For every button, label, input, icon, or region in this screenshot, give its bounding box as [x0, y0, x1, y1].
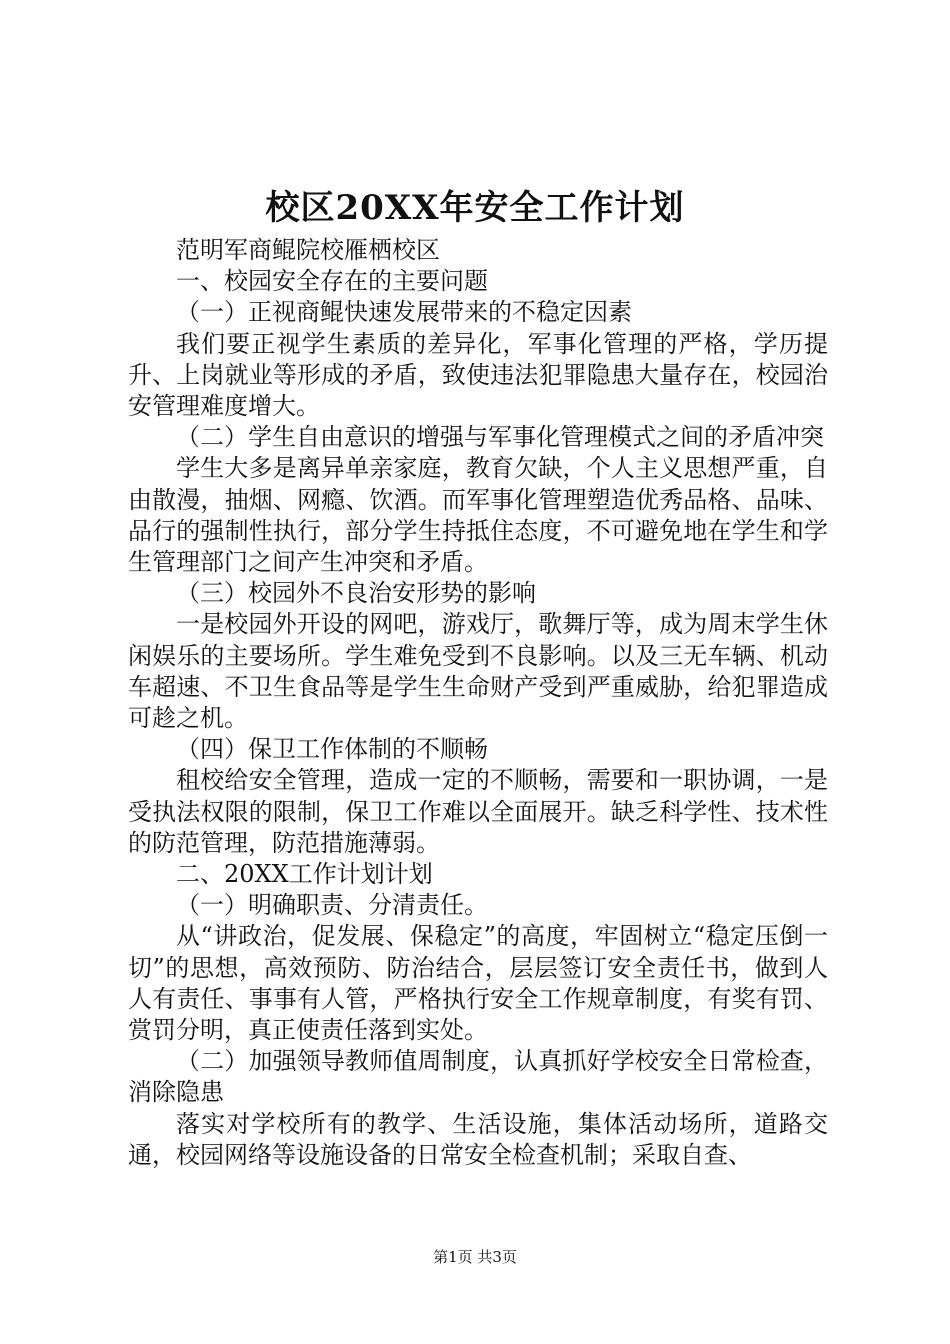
- paragraph: 我们要正视学生素质的差异化，军事化管理的严格，学历提升、上岗就业等形成的矛盾，致使违法犯罪隐患大量存在，校园治安管理难度增大。: [128, 329, 828, 421]
- subsection-heading-1-4: （四）保卫工作体制的不顺畅: [176, 735, 488, 764]
- subsection-heading-1-1: （一）正视商鲲快速发展带来的不稳定因素: [176, 298, 632, 327]
- subsection-heading-2-1: （一）明确职责、分清责任。: [176, 891, 488, 920]
- section-heading-2: 二、20XX工作计划计划: [176, 860, 433, 889]
- paragraph: 租校给安全管理，造成一定的不顺畅，需要和一职协调，一是受执法权限的限制，保卫工作难以全面展开。缺乏科学性、技术性的防范管理，防范措施薄弱。: [128, 766, 828, 857]
- subsection-heading-2-2: （二）加强领导教师值周制度，认真抓好学校安全日常检查，消除隐患: [128, 1047, 828, 1107]
- subsection-heading-1-3: （三）校园外不良治安形势的影响: [176, 579, 536, 608]
- paragraph: 学生大多是离异单亲家庭，教育欠缺，个人主义思想严重，自由散漫，抽烟、网瘾、饮酒。而军事化管理塑造优秀品格、品味、品行的强制性执行，部分学生持抵住态度，不可避免地在学生和学生管理部门之间产生冲突和矛盾。: [128, 454, 828, 577]
- document-title: 校区20XX年安全工作计划: [265, 188, 685, 228]
- paragraph: 一是校园外开设的网吧，游戏厅，歌舞厅等，成为周末学生休闲娱乐的主要场所。学生难免受到不良影响。以及三无车辆、机动车超速、不卫生食品等是学生生命财产受到严重威胁，给犯罪造成可趁之机。: [128, 610, 828, 733]
- section-heading-1: 一、校园安全存在的主要问题: [176, 267, 488, 296]
- paragraph-author: 范明军商鲲院校雁栖校区: [176, 236, 440, 264]
- subsection-heading-1-2: （二）学生自由意识的增强与军事化管理模式之间的矛盾冲突: [176, 423, 824, 452]
- document-body: [128, 235, 828, 1171]
- paragraph: 落实对学校所有的教学、生活设施，集体活动场所，道路交通，校园网络等设施设备的日常安全检查机制；采取自查、: [128, 1109, 828, 1169]
- page-number-footer: 第1页 共3页: [433, 1248, 517, 1266]
- paragraph: 从“讲政治，促发展、保稳定”的高度，牢固树立“稳定压倒一切”的思想，高效预防、防治结合，层层签订安全责任书，做到人人有责任、事事有人管，严格执行安全工作规章制度，有奖有罚、赏罚分明，真正使责任落到实处。: [128, 922, 828, 1045]
